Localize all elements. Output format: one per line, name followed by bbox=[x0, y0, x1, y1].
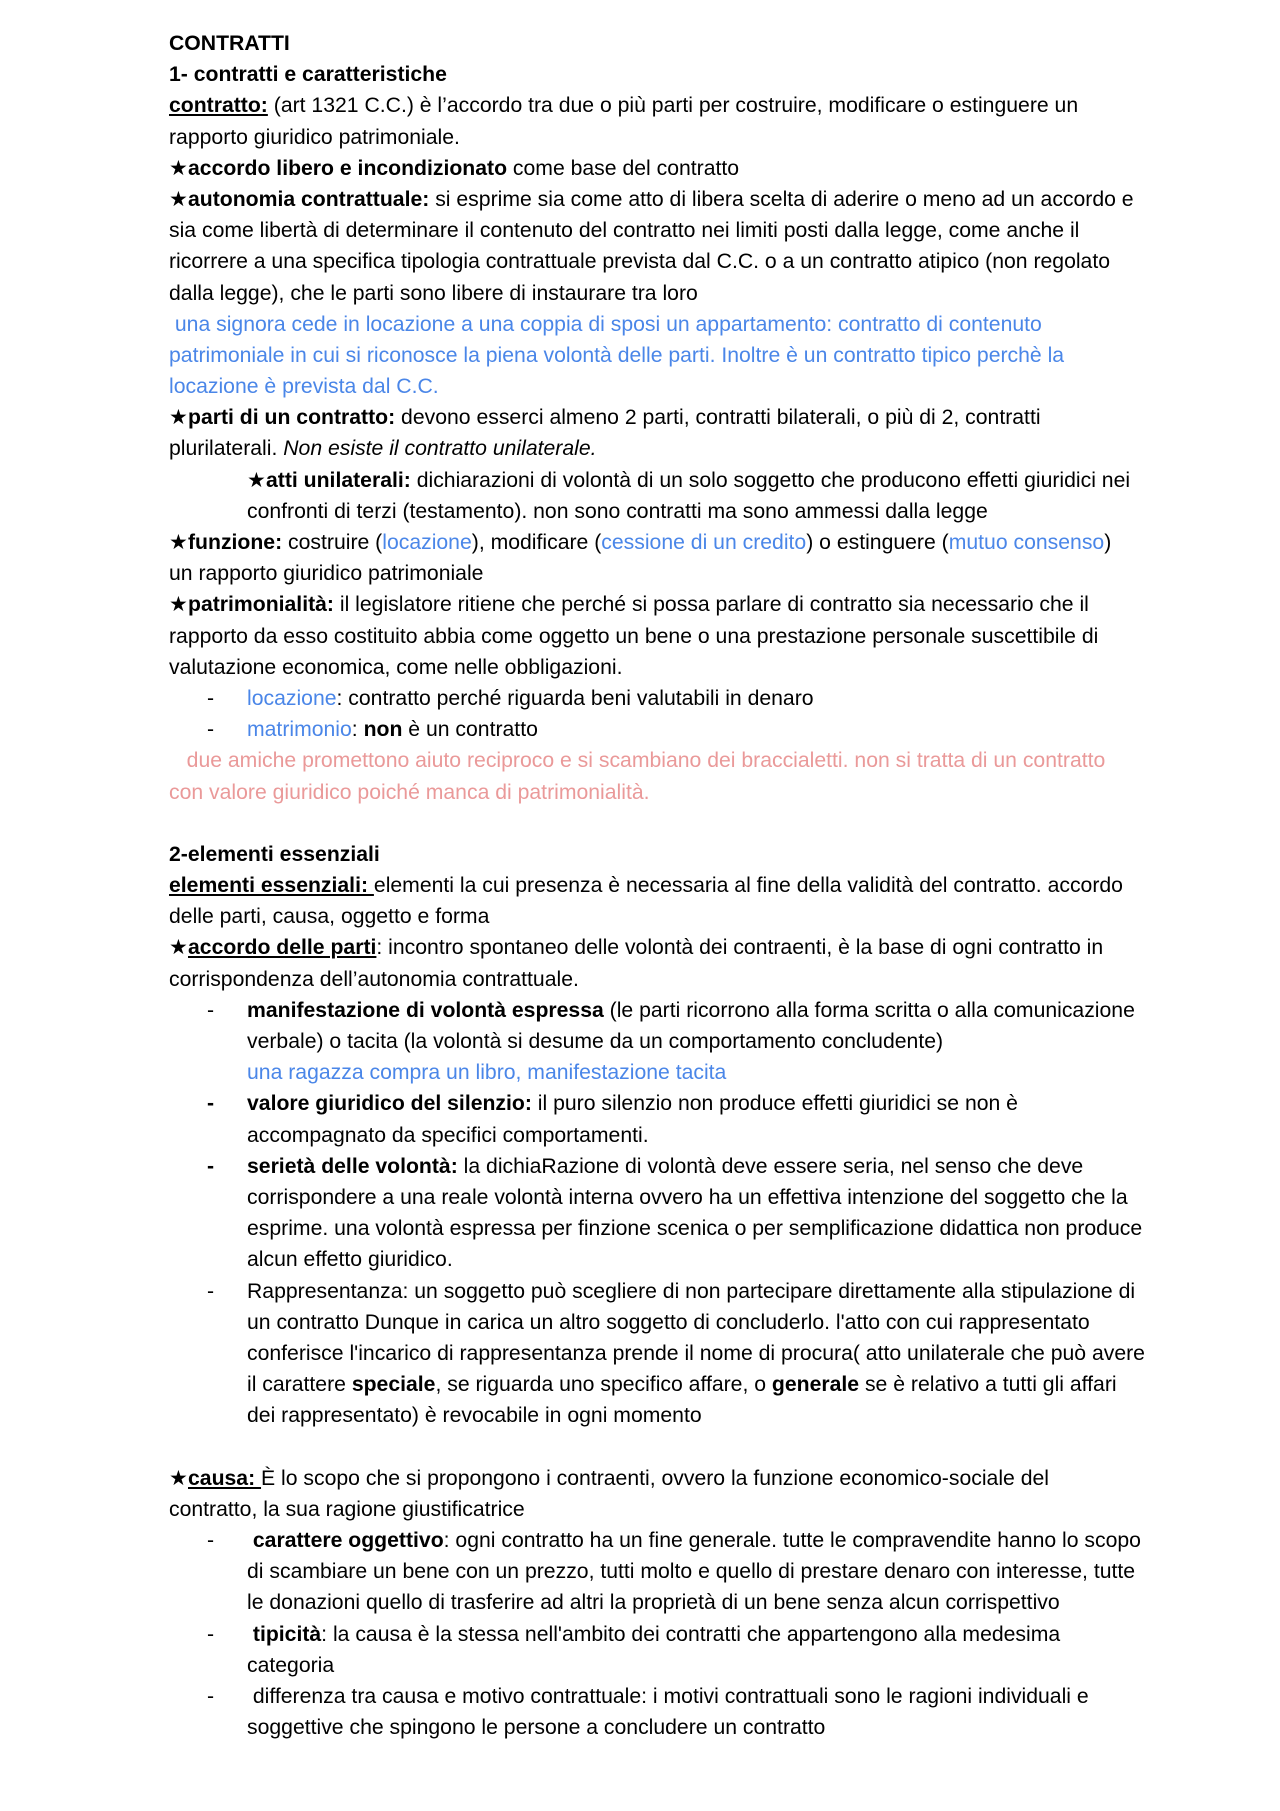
accordo-parti-text: corrispondenza dell’autonomia contrattuale. bbox=[169, 967, 579, 991]
example-braccialetti: due amiche promettono aiuto reciproco e si scambiano dei braccialetti. non si tratta di un contratto bbox=[169, 749, 1106, 773]
list-item-matrimonio: - matrimonio: non è un contratto bbox=[207, 718, 538, 742]
spacer bbox=[169, 808, 1269, 839]
star-icon: ★ bbox=[247, 468, 266, 492]
funzione-example: locazione bbox=[382, 531, 472, 554]
list-item-carattere-oggettivo: - carattere oggettivo: ogni contratto ha un fine generale. tutte le compravendite hanno lo scopo bbox=[207, 1529, 1141, 1552]
serieta-text: corrispondere a una reale volontà interna ovvero ha un effettiva intenzione del soggetto che la bbox=[247, 1185, 1128, 1209]
list-item-tipicita: - tipicità: la causa è la stessa nell'ambito dei contratti che appartengono alla medesima bbox=[207, 1622, 1061, 1646]
elementi-definition: elementi essenziali: elementi la cui presenza è necessaria al fine della validità del contratto. accordo bbox=[169, 874, 1123, 898]
star-icon: ★ bbox=[169, 936, 188, 960]
page-title: CONTRATTI bbox=[169, 32, 290, 55]
manifestazione-example: una ragazza compra un libro, manifestazione tacita bbox=[247, 1061, 727, 1085]
star-icon: ★ bbox=[169, 1466, 188, 1490]
funzione-item: ★funzione: costruire (locazione), modificare (cessione di un credito) o estinguere (mutuo consenso) bbox=[169, 531, 1112, 554]
rappresentanza-text: dei rappresentato) è revocabile in ogni momento bbox=[247, 1404, 702, 1428]
funzione-example: cessione di un credito bbox=[601, 531, 807, 554]
tipicita-text: categoria bbox=[247, 1653, 335, 1677]
serieta-text: alcun effetto giuridico. bbox=[247, 1248, 453, 1272]
funzione-example: mutuo consenso bbox=[948, 531, 1105, 554]
section-2-heading: 2-elementi essenziali bbox=[169, 842, 380, 866]
star-icon: ★ bbox=[169, 593, 188, 617]
star-icon: ★ bbox=[169, 406, 188, 430]
rappresentanza-text: un contratto Dunque in carica un altro soggetto di concluderlo. l'atto con cui rappresentato bbox=[247, 1310, 1090, 1334]
patrimonialita-item: ★patrimonialità: il legislatore ritiene che perché si possa parlare di contratto sia necessario che il bbox=[169, 593, 1089, 617]
contratto-definition-cont: rapporto giuridico patrimoniale. bbox=[169, 125, 460, 149]
manifestazione-text: verbale) o tacita (la volontà si desume da un comportamento concludente) bbox=[247, 1030, 944, 1053]
list-item-silenzio: - valore giuridico del silenzio: il puro silenzio non produce effetti giuridici se non è bbox=[207, 1092, 1018, 1116]
section-1-heading: 1- contratti e caratteristiche bbox=[169, 63, 447, 87]
list-item-manifestazione: - manifestazione di volontà espressa (le parti ricorrono alla forma scritta o alla comunicazione bbox=[207, 998, 1135, 1022]
document-page bbox=[169, 28, 1269, 1743]
autonomia-text: dalla legge), che le parti sono libere di instaurare tra loro bbox=[169, 281, 698, 305]
example-locazione-cont: patrimoniale in cui si riconosce la piena volontà delle parti. Inoltre è un contratto tipico perchè la bbox=[169, 343, 1065, 367]
star-icon: ★ bbox=[169, 156, 188, 180]
oggettivo-text: le donazioni quello di trasferire ad altri la proprietà di un bene senza alcun corrispettivo bbox=[247, 1591, 1060, 1615]
patrimonialita-text: valutazione economica, come nelle obbligazioni. bbox=[169, 655, 623, 679]
example-locazione: una signora cede in locazione a una coppia di sposi un appartamento: contratto di contenuto bbox=[169, 312, 1042, 336]
parti-text: plurilaterali. Non esiste il contratto unilaterale. bbox=[169, 437, 597, 461]
star-icon: ★ bbox=[169, 187, 188, 211]
example-locazione-cont: locazione è prevista dal C.C. bbox=[169, 375, 439, 399]
list-item-differenza: - differenza tra causa e motivo contrattuale: i motivi contrattuali sono le ragioni individuali e bbox=[207, 1684, 1089, 1708]
autonomia-item: ★autonomia contrattuale: si esprime sia come atto di libera scelta di aderire o meno ad un accordo e bbox=[169, 187, 1134, 211]
parti-item: ★parti di un contratto: devono esserci almeno 2 parti, contratti bilaterali, o più di 2, contratti bbox=[169, 406, 1041, 430]
list-item-locazione: - locazione: contratto perché riguarda beni valutabili in denaro bbox=[207, 686, 814, 710]
funzione-text: un rapporto giuridico patrimoniale bbox=[169, 562, 484, 586]
list-item-serieta: - serietà delle volontà: la dichiaRazione di volontà deve essere seria, nel senso che deve bbox=[207, 1154, 1084, 1178]
causa-text: contratto, la sua ragione giustificatrice bbox=[169, 1497, 525, 1521]
contratto-definition: contratto: (art 1321 C.C.) è l’accordo tra due o più parti per costruire, modificare o estinguere un bbox=[169, 94, 1079, 118]
atti-unilaterali-text: confronti di terzi (testamento). non sono contratti ma sono ammessi dalla legge bbox=[247, 499, 988, 523]
atti-unilaterali-item: ★atti unilaterali: dichiarazioni di volontà di un solo soggetto che producono effetti giuridici nei bbox=[247, 468, 1131, 492]
example-braccialetti-cont: con valore giuridico poiché manca di patrimonialità. bbox=[169, 780, 650, 804]
oggettivo-text: di scambiare un bene con un prezzo, tutti molto e quello di prestare denaro con interesse, tutte bbox=[247, 1560, 1136, 1584]
silenzio-text: accompagnato da specifici comportamenti. bbox=[247, 1123, 649, 1147]
elementi-definition-cont: delle parti, causa, oggetto e forma bbox=[169, 905, 490, 929]
rappresentanza-text: il carattere speciale, se riguarda uno specifico affare, o generale se è relativo a tutti gli affari bbox=[247, 1373, 1117, 1397]
list-item-rappresentanza: - Rappresentanza: un soggetto può scegliere di non partecipare direttamente alla stipulazione di bbox=[207, 1279, 1136, 1303]
autonomia-text: ricorrere a una specifica tipologia contrattuale prevista dal C.C. o a un contratto atipico (non regolato bbox=[169, 250, 1111, 274]
accordo-libero-item: ★accordo libero e incondizionato come base del contratto bbox=[169, 156, 740, 180]
spacer bbox=[169, 1431, 1269, 1462]
autonomia-text: sia come libertà di determinare il contenuto del contratto nei limiti posti dalla legge, come anche il bbox=[169, 219, 1080, 243]
accordo-parti-item: ★accordo delle parti: incontro spontaneo delle volontà dei contraenti, è la base di ogni contratto in bbox=[169, 936, 1104, 960]
patrimonialita-text: rapporto da esso costituito abbia come oggetto un bene o una prestazione personale suscettibile di bbox=[169, 624, 1099, 648]
differenza-text: soggettive che spingono le persone a concludere un contratto bbox=[247, 1716, 826, 1740]
causa-item: ★causa: È lo scopo che si propongono i contraenti, ovvero la funzione economico-sociale del bbox=[169, 1466, 1049, 1490]
serieta-text: esprime. una volontà espressa per finzione scenica o per semplificazione didattica non produce bbox=[247, 1217, 1143, 1241]
rappresentanza-text: conferisce l'incarico di rappresentanza prende il nome di procura( atto unilaterale che può avere bbox=[247, 1341, 1145, 1365]
star-icon: ★ bbox=[169, 531, 188, 554]
